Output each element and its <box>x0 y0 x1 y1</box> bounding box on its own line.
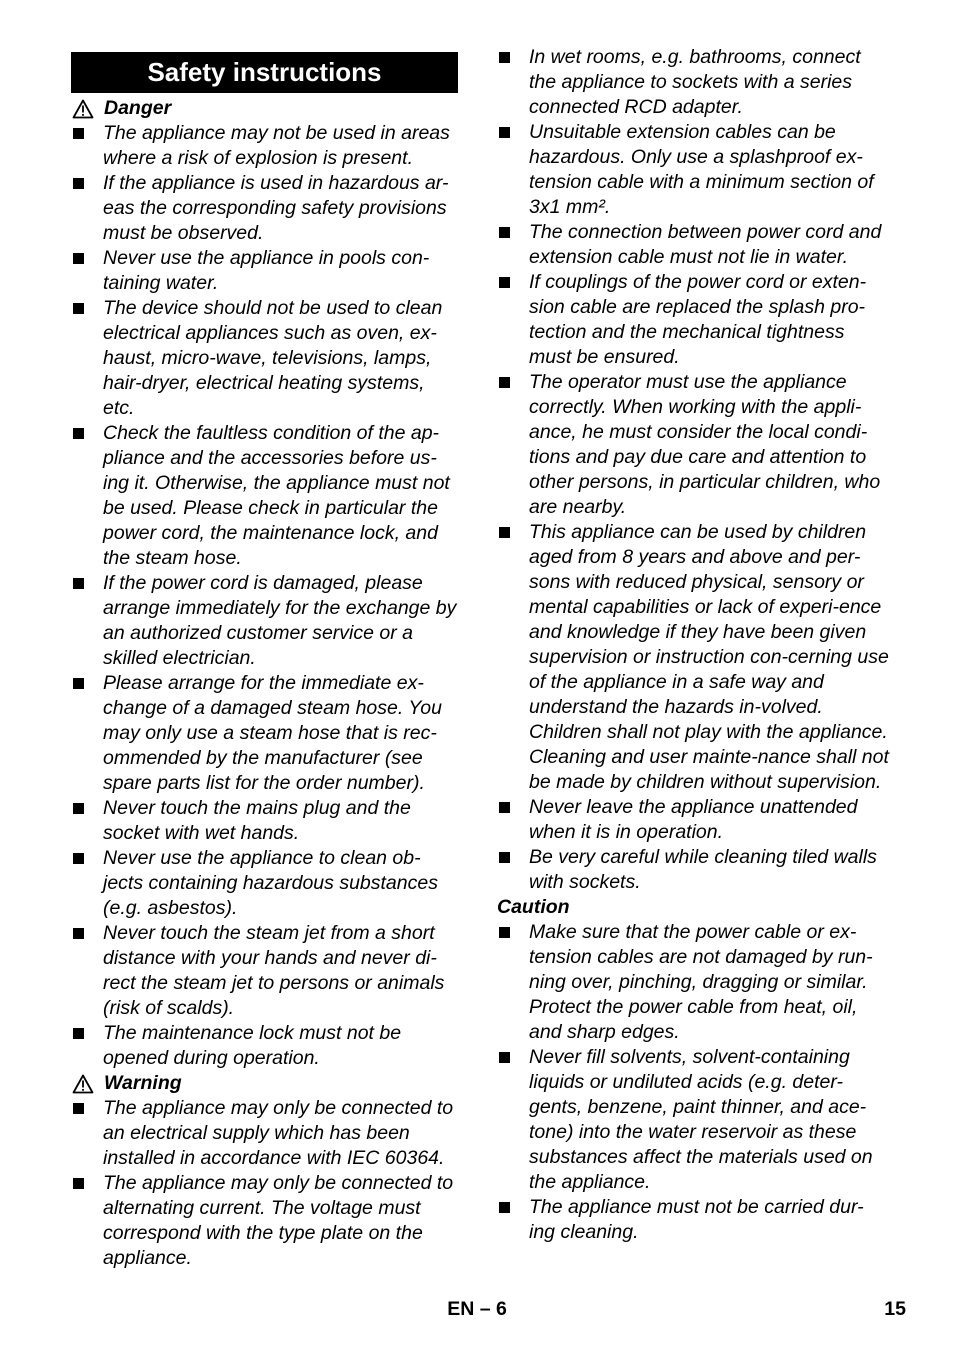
bullet-square-icon <box>499 377 510 388</box>
warning-heading <box>71 1071 458 1096</box>
bullet-square-icon <box>73 678 84 689</box>
bullet-square-icon <box>73 1178 84 1189</box>
bullet-square-icon <box>73 253 84 264</box>
list-item: Be very careful while cleaning tiled walls with sockets. <box>497 845 889 895</box>
list-item: The appliance may only be connected to an electrical supply which has been installed in accordance with IEC 60364. <box>71 1096 458 1171</box>
caution-list <box>497 920 889 1245</box>
list-item: This appliance can be used by children aged from 8 years and above and per-sons with reduced physical, sensory or mental capabilities or lack of experi-ence and knowledge if they have been given supervision or instruction con-cerning use of the appliance in a safe way and understand the hazards in-volved. Children shall not play with the appliance. Cleaning and user mainte-nance shall not be made by children without supervision. <box>497 520 889 795</box>
list-item: Never use the appliance to clean ob-jects containing hazardous substances (e.g. asbestos). <box>71 846 458 921</box>
list-item: The appliance may not be used in areas where a risk of explosion is present. <box>71 121 458 171</box>
page-number: 15 <box>884 1298 906 1320</box>
list-item: The maintenance lock must not be opened during operation. <box>71 1021 458 1071</box>
list-item: Never fill solvents, solvent-containing liquids or undiluted acids (e.g. deter-gents, benzene, paint thinner, and ace-tone) into the water reservoir as these substances affect the materials used on the appliance. <box>497 1045 889 1195</box>
list-item: Unsuitable extension cables can be hazardous. Only use a splashproof ex-tension cable with a minimum section of 3x1 mm². <box>497 120 889 220</box>
bullet-square-icon <box>73 1028 84 1039</box>
list-item: In wet rooms, e.g. bathrooms, connect the appliance to sockets with a series connected RCD adapter. <box>497 45 889 120</box>
bullet-square-icon <box>73 803 84 814</box>
danger-heading-text: Danger <box>104 97 172 119</box>
list-item: Never touch the mains plug and the socket with wet hands. <box>71 796 458 846</box>
list-item: Never touch the steam jet from a short distance with your hands and never di-rect the steam jet to persons or animals (risk of scalds). <box>71 921 458 1021</box>
bullet-square-icon <box>499 277 510 288</box>
bullet-square-icon <box>73 428 84 439</box>
danger-list <box>71 121 458 1071</box>
bullet-square-icon <box>73 1103 84 1114</box>
left-column <box>71 48 458 1271</box>
bullet-square-icon <box>73 928 84 939</box>
list-item: The connection between power cord and extension cable must not lie in water. <box>497 220 889 270</box>
bullet-square-icon <box>499 527 510 538</box>
bullet-square-icon <box>73 178 84 189</box>
warning-heading-text: Warning <box>104 1072 182 1094</box>
list-item: Please arrange for the immediate ex-change of a damaged steam hose. You may only use a steam hose that is rec-ommended by the manufacturer (see spare parts list for the order number). <box>71 671 458 796</box>
list-item: Never use the appliance in pools con-taining water. <box>71 246 458 296</box>
bullet-square-icon <box>73 303 84 314</box>
right-list <box>497 45 889 895</box>
right-column <box>497 45 889 1245</box>
bullet-square-icon <box>499 227 510 238</box>
caution-heading: Caution <box>497 896 570 918</box>
list-item: Check the faultless condition of the ap-pliance and the accessories before us-ing it. Otherwise, the appliance must not be used. Please check in particular the power cord, the maintenance lock, and the steam hose. <box>71 421 458 571</box>
list-item: The appliance may only be connected to alternating current. The voltage must correspond with the type plate on the appliance. <box>71 1171 458 1271</box>
warning-triangle-icon <box>72 1074 94 1094</box>
warning-triangle-icon <box>72 99 94 119</box>
bullet-square-icon <box>73 578 84 589</box>
list-item: If couplings of the power cord or exten-sion cable are replaced the splash pro-tection and the mechanical tightness must be ensured. <box>497 270 889 370</box>
bullet-square-icon <box>73 128 84 139</box>
list-item: The operator must use the appliance correctly. When working with the appli-ance, he must consider the local condi-tions and pay due care and attention to other persons, in particular children, who are nearby. <box>497 370 889 520</box>
bullet-square-icon <box>73 853 84 864</box>
list-item: Make sure that the power cable or ex-tension cables are not damaged by run-ning over, pinching, dragging or similar. Protect the power cable from heat, oil, and sharp edges. <box>497 920 889 1045</box>
list-item: The appliance must not be carried dur-ing cleaning. <box>497 1195 889 1245</box>
list-item: The device should not be used to clean electrical appliances such as oven, ex-haust, micro-wave, televisions, lamps, hair-dryer, electrical heating systems, etc. <box>71 296 458 421</box>
bullet-square-icon <box>499 1202 510 1213</box>
section-title: Safety instructions <box>71 52 458 93</box>
bullet-square-icon <box>499 802 510 813</box>
bullet-square-icon <box>499 127 510 138</box>
list-item: Never leave the appliance unattended when it is in operation. <box>497 795 889 845</box>
warning-list <box>71 1096 458 1271</box>
bullet-square-icon <box>499 1052 510 1063</box>
danger-heading <box>71 96 458 121</box>
bullet-square-icon <box>499 927 510 938</box>
list-item: If the power cord is damaged, please arrange immediately for the exchange by an authorized customer service or a skilled electrician. <box>71 571 458 671</box>
bullet-square-icon <box>499 52 510 63</box>
bullet-square-icon <box>499 852 510 863</box>
list-item: If the appliance is used in hazardous ar-eas the corresponding safety provisions must be observed. <box>71 171 458 246</box>
footer-section-label: EN – 6 <box>447 1298 507 1320</box>
